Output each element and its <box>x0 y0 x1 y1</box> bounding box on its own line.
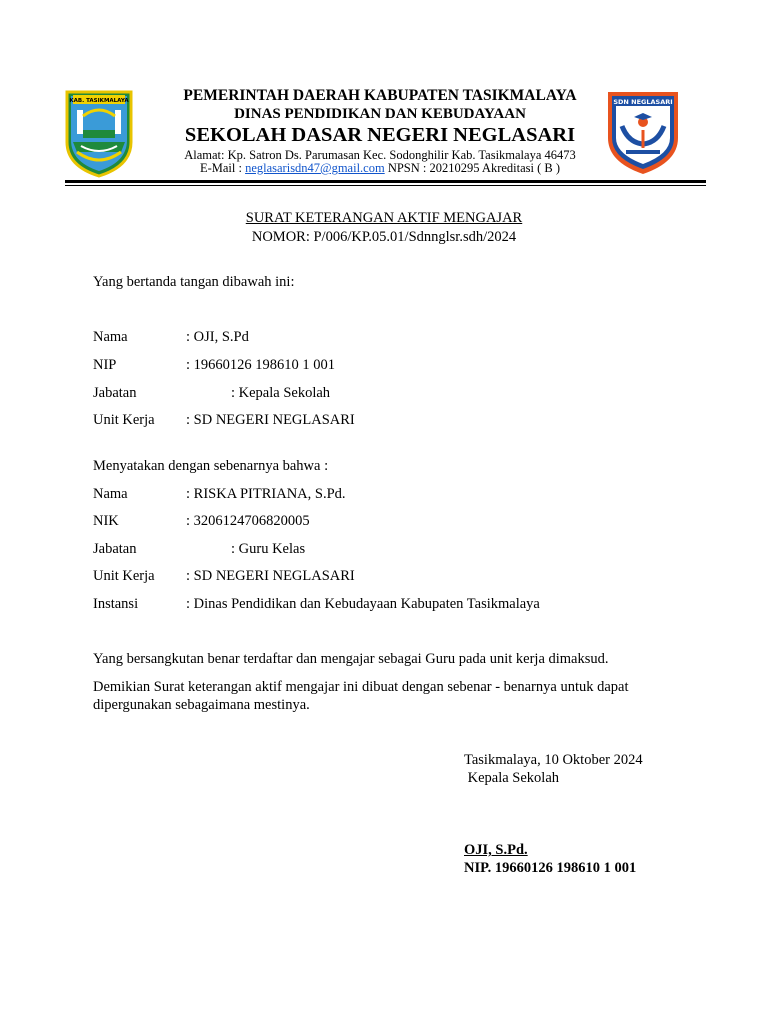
confirmation-paragraph: Yang bersangkutan benar terdaftar dan mengajar sebagai Guru pada unit kerja dimaksud. <box>93 651 609 667</box>
place-date: Tasikmalaya, 10 Oktober 2024 <box>464 752 643 768</box>
statement-text: Menyatakan dengan sebenarnya bahwa : <box>93 458 329 474</box>
subject-nik-label: NIK <box>93 513 119 529</box>
signer-position-value: : Kepala Sekolah <box>231 385 331 401</box>
school-name: SEKOLAH DASAR NEGERI NEGLASARI <box>184 124 576 146</box>
left-logo-text: KAB. TASIKMALAYA <box>69 98 129 104</box>
subject-nik-value: : 3206124706820005 <box>186 513 310 529</box>
email-link[interactable]: neglasarisdn47@gmail.com <box>245 161 385 175</box>
subject-unit-value: : SD NEGERI NEGLASARI <box>186 568 355 584</box>
signer-name-value: : OJI, S.Pd <box>186 329 249 345</box>
department-header: DINAS PENDIDIKAN DAN KEBUDAYAAN <box>234 106 526 122</box>
subject-agency-label: Instansi <box>93 596 139 612</box>
subject-name-label: Nama <box>93 486 128 502</box>
closing-paragraph-line2: dipergunakan sebagaimana mestinya. <box>93 697 310 713</box>
email-prefix: E-Mail : <box>199 161 246 175</box>
signer-name: OJI, S.Pd. <box>464 842 528 858</box>
kabupaten-tasikmalaya-logo <box>63 86 135 178</box>
right-logo-text: SDN NEGLASARI <box>613 98 673 106</box>
signer-nip-label: NIP <box>93 357 117 373</box>
subject-unit-label: Unit Kerja <box>93 568 155 584</box>
npsn-accreditation: NPSN : 20210295 Akreditasi ( B ) <box>384 161 561 175</box>
subject-name-value: : RISKA PITRIANA, S.Pd. <box>186 486 346 502</box>
letterhead-divider-thick <box>65 180 706 183</box>
signer-nip: NIP. 19660126 198610 1 001 <box>464 860 637 876</box>
signer-unit-value: : SD NEGERI NEGLASARI <box>186 412 355 428</box>
closing-paragraph-line1: Demikian Surat keterangan aktif mengajar ini dibuat dengan sebenar - benarnya untuk dapat <box>93 679 629 695</box>
letter-number: NOMOR: P/006/KP.05.01/Sdnnglsr.sdh/2024 <box>251 229 517 245</box>
subject-position-label: Jabatan <box>93 541 137 557</box>
signer-position-label: Jabatan <box>93 385 137 401</box>
signer-position: Kepala Sekolah <box>464 770 560 786</box>
letter-title: SURAT KETERANGAN AKTIF MENGAJAR <box>245 210 523 226</box>
signer-unit-label: Unit Kerja <box>93 412 155 428</box>
signer-nip-value: : 19660126 198610 1 001 <box>186 357 336 373</box>
signer-name-label: Nama <box>93 329 128 345</box>
letterhead-divider-thin <box>65 185 706 186</box>
subject-position-value: : Guru Kelas <box>231 541 306 557</box>
subject-agency-value: : Dinas Pendidikan dan Kebudayaan Kabupaten Tasikmalaya <box>186 596 540 612</box>
intro-text: Yang bertanda tangan dibawah ini: <box>93 274 295 290</box>
school-address: Alamat: Kp. Satron Ds. Parumasan Kec. Sodonghilir Kab. Tasikmalaya 46473 <box>184 148 576 162</box>
government-header: PEMERINTAH DAERAH KABUPATEN TASIKMALAYA <box>183 87 577 104</box>
sdn-neglasari-logo <box>604 86 682 176</box>
contact-line <box>150 161 610 176</box>
